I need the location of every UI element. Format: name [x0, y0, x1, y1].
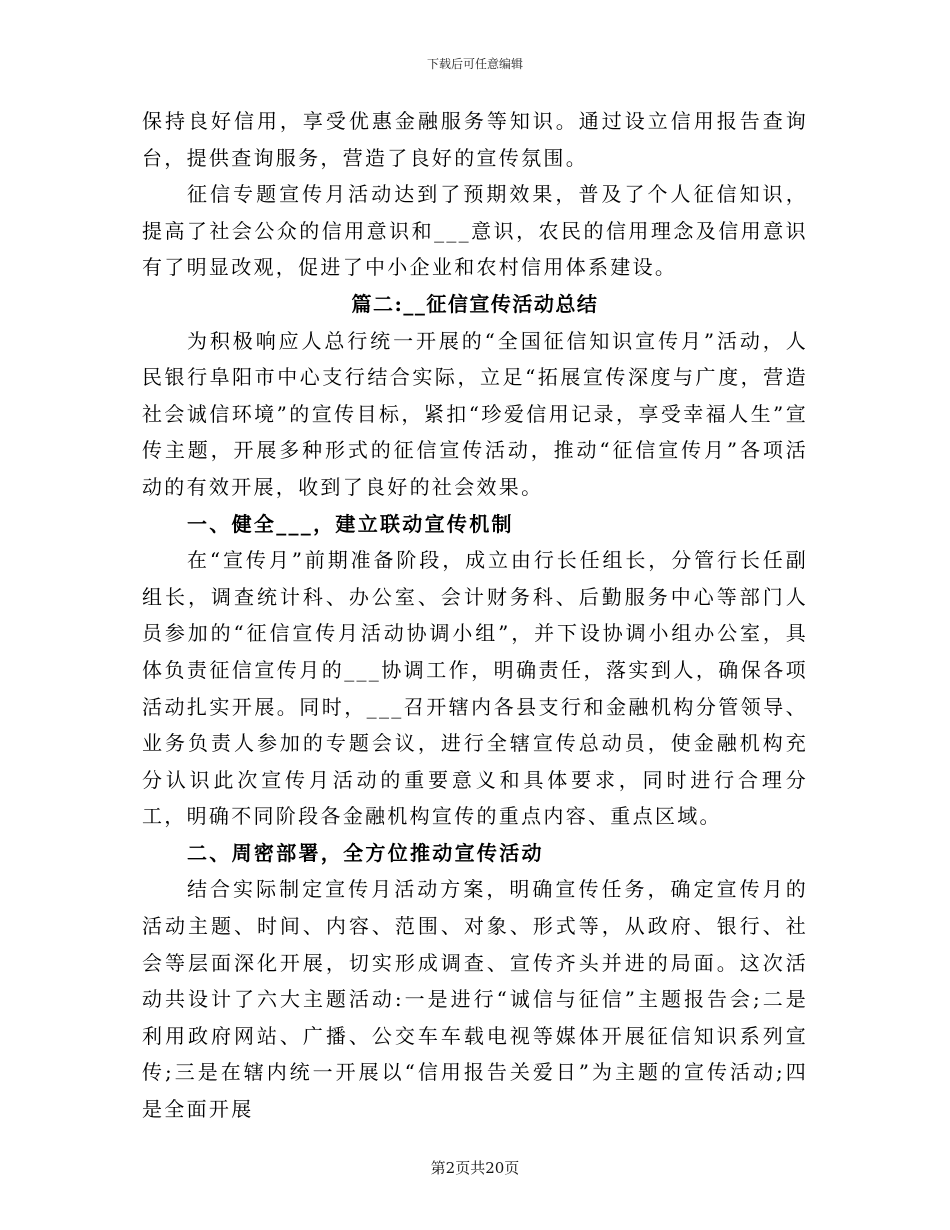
section-title: 篇二:__征信宣传活动总结	[351, 291, 599, 316]
header-note: 下载后可任意编辑	[426, 57, 523, 71]
paragraph-1: 保持良好信用，享受优惠金融服务等知识。通过设立信用报告查询台，提供查询服务，营造了良好的宣传氛围。	[142, 109, 808, 170]
paragraph-4: 在“宣传月”前期准备阶段，成立由行长任组长，分管行长任副组长，调查统计科、办公室、会计财务科、后勤服务中心等部门人员参加的“征信宣传月活动协调小组”，并下设协调小组办公室，具体负责征信宣传月的___协调工作，明确责任，落实到人，确保各项活动扎实开展。同时，___召开辖内各县支行和金融机构分管领导、业务负责人参加的专题会议，进行全辖宣传总动员，使金融机构充分认识此次宣传月活动的重要意义和具体要求，同时进行合理分工，明确不同阶段各金融机构宣传的重点内容、重点区域。	[142, 548, 808, 829]
paragraph-3: 为积极响应人总行统一开展的“全国征信知识宣传月”活动，人民银行阜阳市中心支行结合实际，立足“拓展宣传深度与广度，营造社会诚信环境”的宣传目标，紧扣“珍爱信用记录，享受幸福人生”宣传主题，开展多种形式的征信宣传活动，推动“征信宣传月”各项活动的有效开展，收到了良好的社会效果。	[142, 328, 808, 499]
document-body	[142, 103, 808, 1128]
heading-2: 二、周密部署，全方位推动宣传活动	[187, 840, 544, 865]
page-number: 第2页共20页	[430, 1159, 520, 1177]
paragraph-2: 征信专题宣传月活动达到了预期效果，普及了个人征信知识，提高了社会公众的信用意识和___意识，农民的信用理念及信用意识有了明显改观，促进了中小企业和农村信用体系建设。	[142, 182, 808, 280]
paragraph-5: 结合实际制定宣传月活动方案，明确宣传任务，确定宣传月的活动主题、时间、内容、范围、对象、形式等，从政府、银行、社会等层面深化开展，切实形成调查、宣传齐头并进的局面。这次活动共设计了六大主题活动:一是进行“诚信与征信”主题报告会;二是利用政府网站、广播、公交车车载电视等媒体开展征信知识系列宣传;三是在辖内统一开展以“信用报告关爱日”为主题的宣传活动;四是全面开展	[142, 877, 808, 1122]
heading-1: 一、健全___，建立联动宣传机制	[187, 511, 514, 536]
